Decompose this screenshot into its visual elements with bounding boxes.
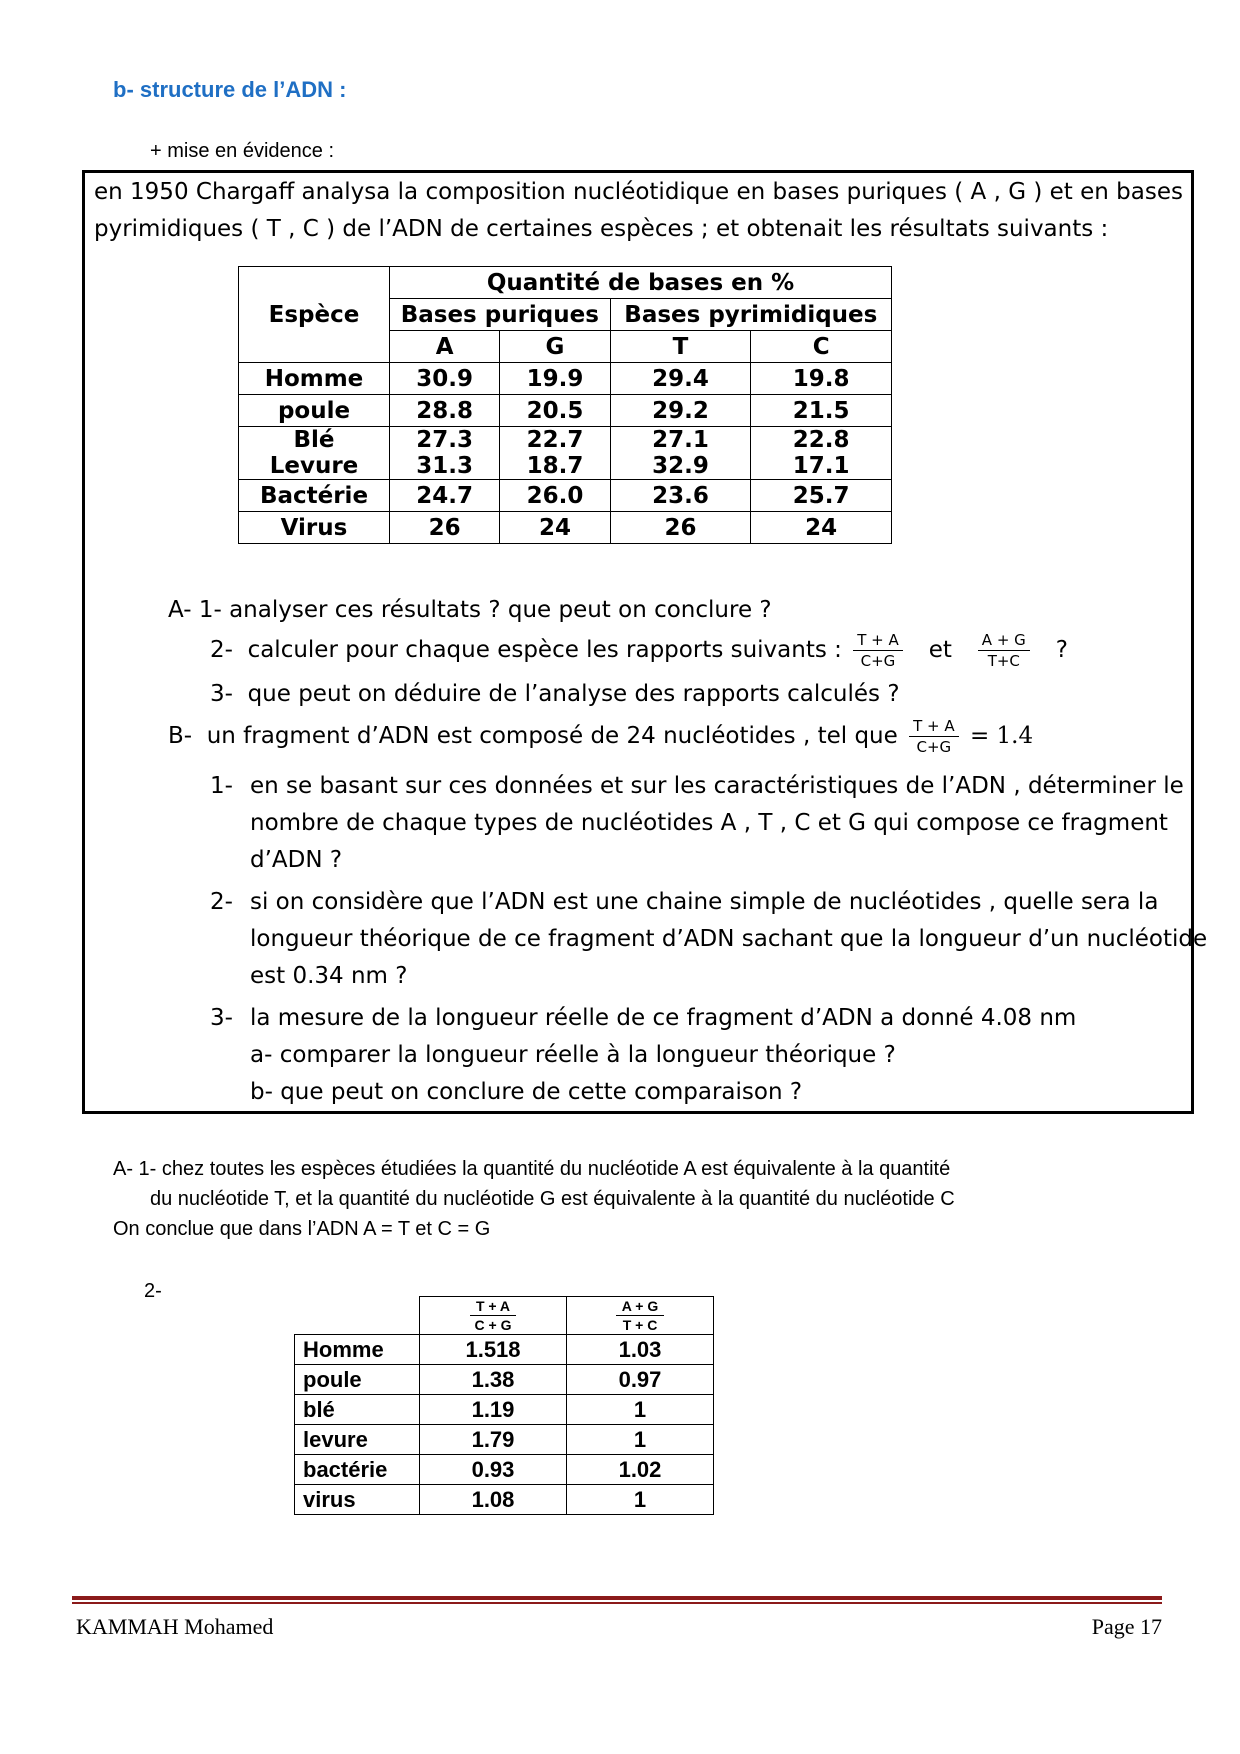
question-a1: 1- analyser ces résultats ? que peut on conclure ? <box>198 597 772 623</box>
question-a3-number: 3- <box>210 681 233 707</box>
value-text: 27.3 <box>416 427 474 453</box>
table-row <box>295 1335 714 1365</box>
species-cell <box>239 427 390 480</box>
value-cell: 1.08 <box>420 1485 567 1515</box>
value-cell: 26 <box>390 512 500 544</box>
question-a2: calculer pour chaque espèce les rapports suivants : <box>247 637 842 663</box>
value-text: 18.7 <box>526 453 584 479</box>
table-row <box>295 1485 714 1515</box>
value-cell: 29.4 <box>610 363 751 395</box>
table-row <box>239 480 892 512</box>
question-a-label: A- <box>168 597 192 623</box>
ratios-table <box>294 1296 714 1515</box>
footer-rule <box>72 1596 1162 1600</box>
species-cell: Bactérie <box>239 480 390 512</box>
pyrimidiques-header: Bases pyrimidiques <box>610 299 891 331</box>
species-cell: Virus <box>239 512 390 544</box>
value-text: 22.7 <box>526 427 584 453</box>
species-label: Blé <box>293 427 335 453</box>
quantity-header: Quantité de bases en % <box>390 267 892 299</box>
puriques-header: Bases puriques <box>390 299 611 331</box>
value-cell: 0.97 <box>567 1365 714 1395</box>
table-row <box>239 512 892 544</box>
value-cell: 29.2 <box>610 395 751 427</box>
question-b: un fragment d’ADN est composé de 24 nucléotides , tel que <box>206 723 898 749</box>
value-cell: 19.9 <box>500 363 610 395</box>
value-cell: 23.6 <box>610 480 751 512</box>
value-cell: 20.5 <box>500 395 610 427</box>
table-row <box>295 1455 714 1485</box>
value-cell <box>500 427 610 480</box>
ratio-ag-tc: $\frac{A + G}{T+C}$ <box>978 630 1030 671</box>
question-b2: si on considère que l’ADN est une chaine simple de nucléotides , quelle sera la longueur théorique de ce fragment d’ADN sachant que la longueur d’un nucléotide est 0.34 nm ? <box>250 889 1208 989</box>
col-espece-header: Espèce <box>239 267 390 363</box>
question-b1-number: 1- <box>210 773 233 799</box>
answer-part-2: 2- <box>144 1280 162 1302</box>
value-text: 27.1 <box>652 427 709 453</box>
question-b2-number: 2- <box>210 889 233 915</box>
species-label: Levure <box>269 453 359 479</box>
value-cell: 26.0 <box>500 480 610 512</box>
species-cell: blé <box>295 1395 420 1425</box>
value-cell: 26 <box>610 512 751 544</box>
value-cell: 24 <box>500 512 610 544</box>
value-cell <box>610 427 751 480</box>
table-row <box>239 395 892 427</box>
species-cell: Homme <box>295 1335 420 1365</box>
value-cell: 24 <box>751 512 892 544</box>
ratio-ta-cg: $\frac{T + A}{C+G}$ <box>853 630 903 671</box>
table-row <box>239 363 892 395</box>
question-b1: en se basant sur ces données et sur les caractéristiques de l’ADN , déterminer le nombre de chaque types de nucléotides A , T , C et G qui compose ce fragment d’ADN ? <box>250 773 1184 873</box>
species-cell: Homme <box>239 363 390 395</box>
question-a2-number: 2- <box>210 637 233 663</box>
value-cell: 1.19 <box>420 1395 567 1425</box>
value-cell: 1 <box>567 1485 714 1515</box>
value-cell: 1.518 <box>420 1335 567 1365</box>
value-cell: 1.79 <box>420 1425 567 1455</box>
table-row <box>295 1365 714 1395</box>
value-cell <box>390 427 500 480</box>
footer-page-number: Page 17 <box>1091 1614 1162 1639</box>
table-row <box>295 1425 714 1455</box>
value-cell: 24.7 <box>390 480 500 512</box>
value-cell: 30.9 <box>390 363 500 395</box>
value-text: 32.9 <box>652 453 709 479</box>
subsection-heading: + mise en évidence : <box>150 140 334 162</box>
intro-text: en 1950 Chargaff analysa la composition nucléotidique en bases puriques ( A , G ) et en bases pyrimidiques ( T , C ) de l’ADN de certaines espèces ; et obtenait les résultats suivants : <box>94 179 1183 242</box>
question-b3: la mesure de la longueur réelle de ce fragment d’ADN a donné 4.08 nm a- comparer la longueur réelle à la longueur théorique ? b- que peut on conclure de cette comparaison ? <box>250 1005 1077 1105</box>
value-cell: 28.8 <box>390 395 500 427</box>
value-cell: 1.03 <box>567 1335 714 1365</box>
answer-conclusion: On conclue que dans l’ADN A = T et C = G <box>113 1218 491 1240</box>
ratio-value: = 1.4 <box>969 723 1034 749</box>
species-cell: poule <box>295 1365 420 1395</box>
header-ratio-ag-tc: A + G T + C <box>567 1297 714 1335</box>
value-cell: 1.02 <box>567 1455 714 1485</box>
question-a3: que peut on déduire de l’analyse des rapports calculés ? <box>247 681 900 707</box>
question-b-label: B- <box>168 723 193 749</box>
header-ratio-ta-cg: T + A C + G <box>420 1297 567 1335</box>
value-cell: 1.38 <box>420 1365 567 1395</box>
value-text: 22.8 <box>792 427 850 453</box>
value-cell: 21.5 <box>751 395 892 427</box>
species-cell: poule <box>239 395 390 427</box>
section-heading: b- structure de l’ADN : <box>113 77 347 102</box>
value-cell <box>751 427 892 480</box>
base-c-header: C <box>751 331 892 363</box>
question-b3-number: 3- <box>210 1005 233 1031</box>
table-row <box>239 427 892 480</box>
base-t-header: T <box>610 331 751 363</box>
ratio-ta-cg: $\frac{T + A}{C+G}$ <box>909 716 959 757</box>
footer-rule-thin <box>72 1602 1162 1604</box>
chargaff-table <box>238 266 892 544</box>
value-cell: 0.93 <box>420 1455 567 1485</box>
species-cell: levure <box>295 1425 420 1455</box>
answer-line-2: du nucléotide T, et la quantité du nucléotide G est équivalente à la quantité du nucléotide C <box>150 1188 955 1210</box>
species-cell: bactérie <box>295 1455 420 1485</box>
value-cell: 19.8 <box>751 363 892 395</box>
value-cell: 1 <box>567 1395 714 1425</box>
base-a-header: A <box>390 331 500 363</box>
answer-line-1: A- 1- chez toutes les espèces étudiées la quantité du nucléotide A est équivalente à la quantité <box>113 1158 951 1180</box>
value-cell: 1 <box>567 1425 714 1455</box>
footer-author: KAMMAH Mohamed <box>76 1614 274 1639</box>
species-cell: virus <box>295 1485 420 1515</box>
value-cell: 25.7 <box>751 480 892 512</box>
base-g-header: G <box>500 331 610 363</box>
value-text: 31.3 <box>416 453 474 479</box>
table-row <box>295 1395 714 1425</box>
value-text: 17.1 <box>792 453 850 479</box>
